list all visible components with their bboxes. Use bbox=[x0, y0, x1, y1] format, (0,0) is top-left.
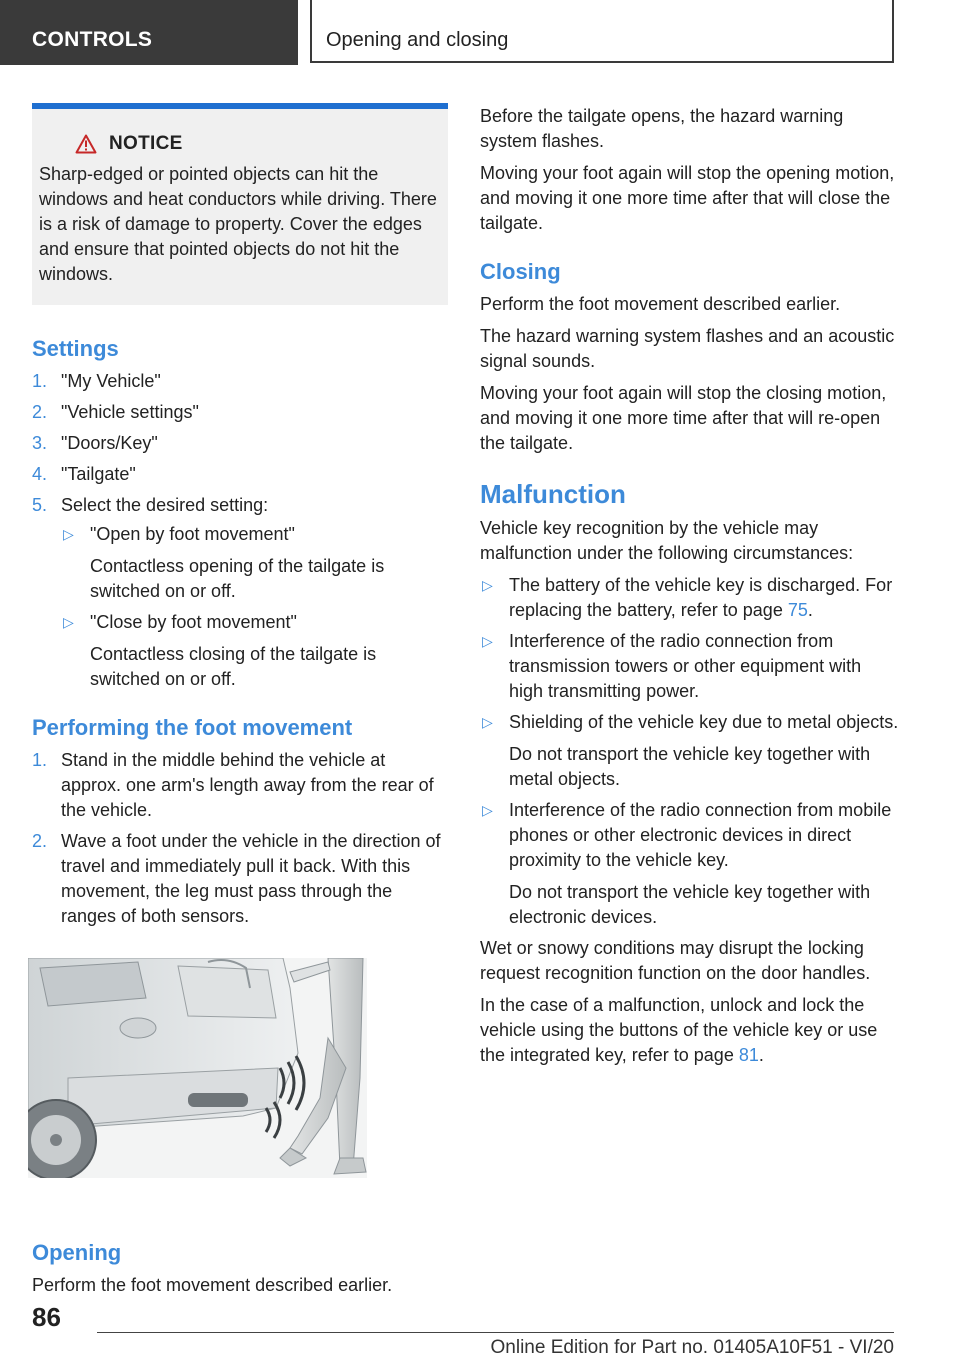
footer-divider bbox=[97, 1332, 894, 1333]
step-number: 3. bbox=[32, 433, 48, 453]
bullet-triangle-icon: ▷ bbox=[482, 802, 493, 818]
settings-option bbox=[61, 610, 448, 692]
malfunction-wet-text: Wet or snowy conditions may disrupt the locking request recognition function on the door handles. bbox=[480, 938, 871, 983]
item-text-after: . bbox=[807, 600, 813, 620]
malfunction-item bbox=[480, 710, 900, 792]
option-label: "Open by foot movement" bbox=[90, 524, 295, 544]
settings-step bbox=[32, 462, 448, 487]
warning-triangle-icon bbox=[75, 134, 97, 154]
section-title: CONTROLS bbox=[32, 28, 153, 51]
settings-step bbox=[32, 400, 448, 425]
step-number: 1. bbox=[32, 750, 48, 770]
chapter-title: Opening and closing bbox=[326, 29, 509, 51]
case-text: In the case of a malfunction, unlock and lock the vehicle using the buttons of the vehicle key or use the integrated key, refer to page bbox=[480, 995, 878, 1065]
closing-text-2: The hazard warning system flashes and an acoustic signal sounds. bbox=[480, 326, 895, 371]
step-text: "My Vehicle" bbox=[61, 371, 161, 391]
foot-sensor-illustration bbox=[28, 958, 367, 1178]
step-number: 1. bbox=[32, 371, 48, 391]
malfunction-item bbox=[480, 798, 900, 930]
settings-step bbox=[32, 493, 448, 692]
option-label: "Close by foot movement" bbox=[90, 612, 297, 632]
settings-step bbox=[32, 369, 448, 394]
step-number: 2. bbox=[32, 402, 48, 422]
bullet-triangle-icon: ▷ bbox=[482, 633, 493, 649]
step-text: "Tailgate" bbox=[61, 464, 136, 484]
settings-heading: Settings bbox=[32, 336, 119, 361]
item-text: Interference of the radio connection from transmission towers or other equipment with high transmitting power. bbox=[509, 631, 862, 701]
page-number: 86 bbox=[32, 1302, 61, 1332]
opening-text-3: Moving your foot again will stop the opening motion, and moving it one more time after that will close the tailgate. bbox=[480, 163, 895, 233]
settings-option bbox=[61, 522, 448, 604]
malfunction-item bbox=[480, 573, 900, 623]
case-text-after: . bbox=[758, 1045, 764, 1065]
foot-step bbox=[32, 748, 448, 823]
closing-text-1: Perform the foot movement described earlier. bbox=[480, 294, 841, 314]
bullet-triangle-icon: ▷ bbox=[63, 614, 74, 630]
malfunction-list bbox=[480, 573, 900, 930]
step-text: "Vehicle settings" bbox=[61, 402, 199, 422]
settings-step bbox=[32, 431, 448, 456]
foot-step bbox=[32, 829, 448, 929]
malfunction-intro: Vehicle key recognition by the vehicle may malfunction under the following circumstances: bbox=[480, 518, 854, 563]
step-number: 5. bbox=[32, 495, 48, 515]
step-number: 2. bbox=[32, 831, 48, 851]
left-column bbox=[32, 103, 448, 935]
foot-movement-steps bbox=[32, 748, 448, 929]
step-text: "Doors/Key" bbox=[61, 433, 158, 453]
opening-text-1: Perform the foot movement described earlier. bbox=[32, 1275, 393, 1295]
settings-steps bbox=[32, 369, 448, 692]
footer-edition: Online Edition for Part no. 01405A10F51 - VI/20 bbox=[490, 1337, 894, 1358]
opening-section-start bbox=[32, 1209, 448, 1305]
closing-heading: Closing bbox=[480, 259, 561, 284]
notice-title: NOTICE bbox=[109, 133, 183, 154]
opening-heading: Opening bbox=[32, 1240, 122, 1265]
closing-text-3: Moving your foot again will stop the closing motion, and moving it one more time after that will re-open the tailgate. bbox=[480, 383, 887, 453]
bullet-triangle-icon: ▷ bbox=[63, 526, 74, 542]
step-number: 4. bbox=[32, 464, 48, 484]
item-text: The battery of the vehicle key is discharged. For replacing the battery, refer to page bbox=[509, 575, 893, 620]
chapter-tab bbox=[310, 0, 894, 63]
section-tab bbox=[0, 0, 298, 65]
malfunction-case-text bbox=[480, 993, 900, 1068]
malfunction-heading: Malfunction bbox=[480, 479, 626, 509]
option-description: Contactless closing of the tailgate is switched on or off. bbox=[90, 644, 377, 689]
page-link-75[interactable]: 75 bbox=[787, 600, 808, 620]
right-column bbox=[480, 104, 900, 1075]
option-description: Contactless opening of the tailgate is switched on or off. bbox=[90, 556, 385, 601]
malfunction-item bbox=[480, 629, 900, 704]
opening-text-2: Before the tailgate opens, the hazard warning system flashes. bbox=[480, 106, 844, 151]
item-note: Do not transport the vehicle key together with electronic devices. bbox=[509, 882, 871, 927]
item-text: Shielding of the vehicle key due to metal objects. bbox=[509, 712, 899, 732]
step-text: Stand in the middle behind the vehicle at approx. one arm's length away from the rear of the vehicle. bbox=[61, 750, 434, 820]
bullet-triangle-icon: ▷ bbox=[482, 577, 493, 593]
bullet-triangle-icon: ▷ bbox=[482, 714, 493, 730]
settings-options bbox=[61, 522, 448, 692]
page-link-81[interactable]: 81 bbox=[738, 1045, 759, 1065]
notice-header bbox=[75, 131, 440, 156]
item-text: Interference of the radio connection from mobile phones or other electronic devices in direct proximity to the vehicle key. bbox=[509, 800, 892, 870]
notice-box bbox=[32, 103, 448, 305]
step-text: Select the desired setting: bbox=[61, 495, 269, 515]
step-text: Wave a foot under the vehicle in the direction of travel and immediately pull it back. With this movement, the leg must pass through the ranges of both sensors. bbox=[61, 831, 441, 926]
foot-movement-heading: Performing the foot movement bbox=[32, 715, 353, 740]
notice-text: Sharp-edged or pointed objects can hit the windows and heat conductors while driving. There is a risk of damage to property. Cover the edges and ensure that pointed objects do not hit the windows. bbox=[39, 164, 437, 284]
item-note: Do not transport the vehicle key together with metal objects. bbox=[509, 744, 871, 789]
